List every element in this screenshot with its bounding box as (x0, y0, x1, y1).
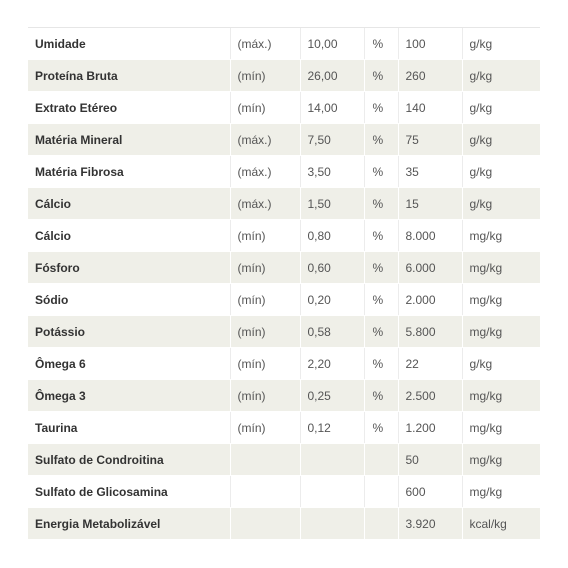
nutrient-name-cell: Umidade (28, 28, 230, 60)
table-row (28, 28, 540, 60)
amount-value-cell: 2.000 (398, 284, 462, 316)
nutrient-name-cell: Proteína Bruta (28, 60, 230, 92)
percent-value-cell: 14,00 (300, 92, 364, 124)
percent-symbol-cell: % (364, 60, 398, 92)
percent-symbol-cell: % (364, 188, 398, 220)
percent-value-cell (300, 508, 364, 540)
percent-symbol-cell: % (364, 316, 398, 348)
amount-value-cell: 1.200 (398, 412, 462, 444)
unit-cell: g/kg (462, 124, 540, 156)
percent-symbol-cell: % (364, 92, 398, 124)
nutrient-name-cell: Matéria Mineral (28, 124, 230, 156)
percent-value-cell: 2,20 (300, 348, 364, 380)
unit-cell: mg/kg (462, 412, 540, 444)
qualifier-cell: (mín) (230, 220, 300, 252)
table-row (28, 220, 540, 252)
table-row (28, 348, 540, 380)
table-row (28, 252, 540, 284)
unit-cell: mg/kg (462, 380, 540, 412)
qualifier-cell: (máx.) (230, 124, 300, 156)
percent-value-cell (300, 444, 364, 476)
unit-cell: mg/kg (462, 284, 540, 316)
nutrient-name-cell: Sulfato de Condroitina (28, 444, 230, 476)
nutrition-table-container (28, 27, 540, 540)
table-row (28, 316, 540, 348)
table-row (28, 60, 540, 92)
amount-value-cell: 260 (398, 60, 462, 92)
amount-value-cell: 600 (398, 476, 462, 508)
amount-value-cell: 8.000 (398, 220, 462, 252)
nutrient-name-cell: Ômega 3 (28, 380, 230, 412)
qualifier-cell: (mín) (230, 412, 300, 444)
qualifier-cell: (mín) (230, 316, 300, 348)
percent-value-cell: 0,60 (300, 252, 364, 284)
table-row (28, 156, 540, 188)
unit-cell: mg/kg (462, 220, 540, 252)
amount-value-cell: 2.500 (398, 380, 462, 412)
unit-cell: g/kg (462, 92, 540, 124)
unit-cell: mg/kg (462, 316, 540, 348)
nutrient-name-cell: Fósforo (28, 252, 230, 284)
table-row (28, 444, 540, 476)
percent-symbol-cell (364, 444, 398, 476)
table-row (28, 92, 540, 124)
amount-value-cell: 5.800 (398, 316, 462, 348)
percent-symbol-cell: % (364, 252, 398, 284)
table-row (28, 188, 540, 220)
percent-symbol-cell: % (364, 124, 398, 156)
percent-value-cell: 3,50 (300, 156, 364, 188)
qualifier-cell: (mín) (230, 380, 300, 412)
qualifier-cell (230, 508, 300, 540)
percent-value-cell: 26,00 (300, 60, 364, 92)
nutrient-name-cell: Extrato Etéreo (28, 92, 230, 124)
percent-symbol-cell: % (364, 348, 398, 380)
unit-cell: g/kg (462, 348, 540, 380)
percent-value-cell: 0,58 (300, 316, 364, 348)
amount-value-cell: 35 (398, 156, 462, 188)
qualifier-cell: (máx.) (230, 156, 300, 188)
qualifier-cell: (máx.) (230, 188, 300, 220)
table-row (28, 380, 540, 412)
percent-symbol-cell: % (364, 220, 398, 252)
amount-value-cell: 75 (398, 124, 462, 156)
unit-cell: g/kg (462, 28, 540, 60)
table-row (28, 124, 540, 156)
nutrient-name-cell: Energia Metabolizável (28, 508, 230, 540)
percent-value-cell: 10,00 (300, 28, 364, 60)
percent-symbol-cell: % (364, 284, 398, 316)
percent-value-cell: 0,80 (300, 220, 364, 252)
qualifier-cell (230, 444, 300, 476)
table-row (28, 508, 540, 540)
table-row (28, 412, 540, 444)
unit-cell: mg/kg (462, 476, 540, 508)
amount-value-cell: 15 (398, 188, 462, 220)
nutrient-name-cell: Cálcio (28, 188, 230, 220)
qualifier-cell: (máx.) (230, 28, 300, 60)
percent-symbol-cell (364, 476, 398, 508)
percent-symbol-cell (364, 508, 398, 540)
percent-value-cell: 0,25 (300, 380, 364, 412)
qualifier-cell: (mín) (230, 284, 300, 316)
nutrient-name-cell: Sulfato de Glicosamina (28, 476, 230, 508)
nutrient-name-cell: Potássio (28, 316, 230, 348)
table-row (28, 476, 540, 508)
percent-symbol-cell: % (364, 412, 398, 444)
unit-cell: g/kg (462, 60, 540, 92)
nutrition-table (28, 28, 540, 540)
amount-value-cell: 140 (398, 92, 462, 124)
amount-value-cell: 6.000 (398, 252, 462, 284)
table-row (28, 284, 540, 316)
percent-symbol-cell: % (364, 380, 398, 412)
percent-value-cell: 0,20 (300, 284, 364, 316)
unit-cell: g/kg (462, 188, 540, 220)
percent-symbol-cell: % (364, 28, 398, 60)
unit-cell: kcal/kg (462, 508, 540, 540)
amount-value-cell: 100 (398, 28, 462, 60)
percent-symbol-cell: % (364, 156, 398, 188)
percent-value-cell (300, 476, 364, 508)
qualifier-cell: (mín) (230, 92, 300, 124)
qualifier-cell: (mín) (230, 348, 300, 380)
unit-cell: g/kg (462, 156, 540, 188)
unit-cell: mg/kg (462, 444, 540, 476)
nutrient-name-cell: Sódio (28, 284, 230, 316)
nutrient-name-cell: Cálcio (28, 220, 230, 252)
amount-value-cell: 22 (398, 348, 462, 380)
qualifier-cell (230, 476, 300, 508)
amount-value-cell: 50 (398, 444, 462, 476)
unit-cell: mg/kg (462, 252, 540, 284)
percent-value-cell: 1,50 (300, 188, 364, 220)
nutrient-name-cell: Taurina (28, 412, 230, 444)
amount-value-cell: 3.920 (398, 508, 462, 540)
qualifier-cell: (mín) (230, 252, 300, 284)
nutrient-name-cell: Ômega 6 (28, 348, 230, 380)
qualifier-cell: (mín) (230, 60, 300, 92)
nutrition-table-body (28, 28, 540, 540)
percent-value-cell: 7,50 (300, 124, 364, 156)
nutrient-name-cell: Matéria Fibrosa (28, 156, 230, 188)
percent-value-cell: 0,12 (300, 412, 364, 444)
